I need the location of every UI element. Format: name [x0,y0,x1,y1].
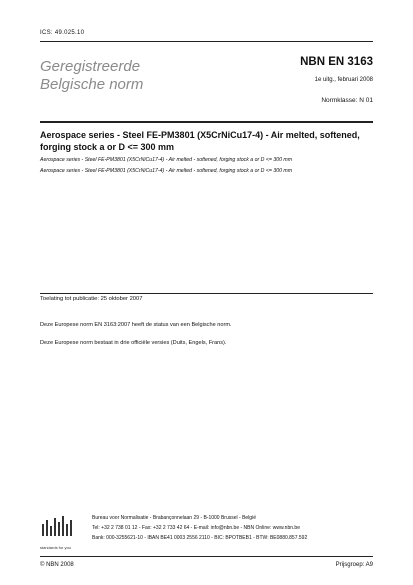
ics-code: ICS: 49.025.10 [40,30,85,36]
title-rule [40,121,373,123]
subtitle-1: Aerospace series - Steel FE-PM3801 (X5CrNiCu17-4) - Air melted - softened, forging stock a or D <= 300 mm [40,157,293,163]
publication-approval: Toelating tot publicatie: 25 oktober 2007 [40,296,143,302]
nbn-logo-icon [40,512,80,542]
edition-date: 1e uitg., februari 2008 [314,77,373,83]
standard-number: NBN EN 3163 [300,56,373,68]
registered-heading [40,58,143,94]
top-rule [40,41,373,42]
status-paragraph: Deze Europese norm EN 3163:2007 heeft de status van een Belgische norm. [40,322,232,328]
norm-class: Normklasse: N 01 [321,97,373,104]
price-group: Prijsgroep: A9 [335,562,373,568]
logo-tagline: standards for you [40,545,71,550]
versions-paragraph: Deze Europese norm bestaat in drie officiële versies (Duits, Engels, Frans). [40,340,227,346]
document-title: Aerospace series - Steel FE-PM3801 (X5CrNiCu17-4) - Air melted, softened, forging stock a or D <= 300 mm [40,130,360,152]
copyright: © NBN 2008 [40,562,74,568]
nbn-logo [40,512,80,542]
subtitle-2: Aerospace series - Steel FE-PM3801 (X5CrNiCu17-4) - Air melted - softened, forging stock a or D <= 300 mm [40,168,293,174]
bottom-rule [40,556,373,557]
registered-line-1: Geregistreerde [40,58,141,75]
address-line-1: Bureau voor Normalisatie - Brabançonnelaan 29 - B-1000 Brussel - België [92,515,256,521]
address-line-3: Bank: 000-3255621-10 - IBAN BE41 0003 2556 2110 - BIC: BPOTBEB1 - BTW: BE0880.857.592 [92,535,308,541]
toelating-rule [40,293,373,294]
registered-line-2: Belgische norm [40,76,144,93]
address-line-2: Tel: +32 2 738 01 12 - Fax: +32 2 733 42 64 - E-mail: info@nbn.be - NBN Online: www.nbn.be [92,525,300,531]
